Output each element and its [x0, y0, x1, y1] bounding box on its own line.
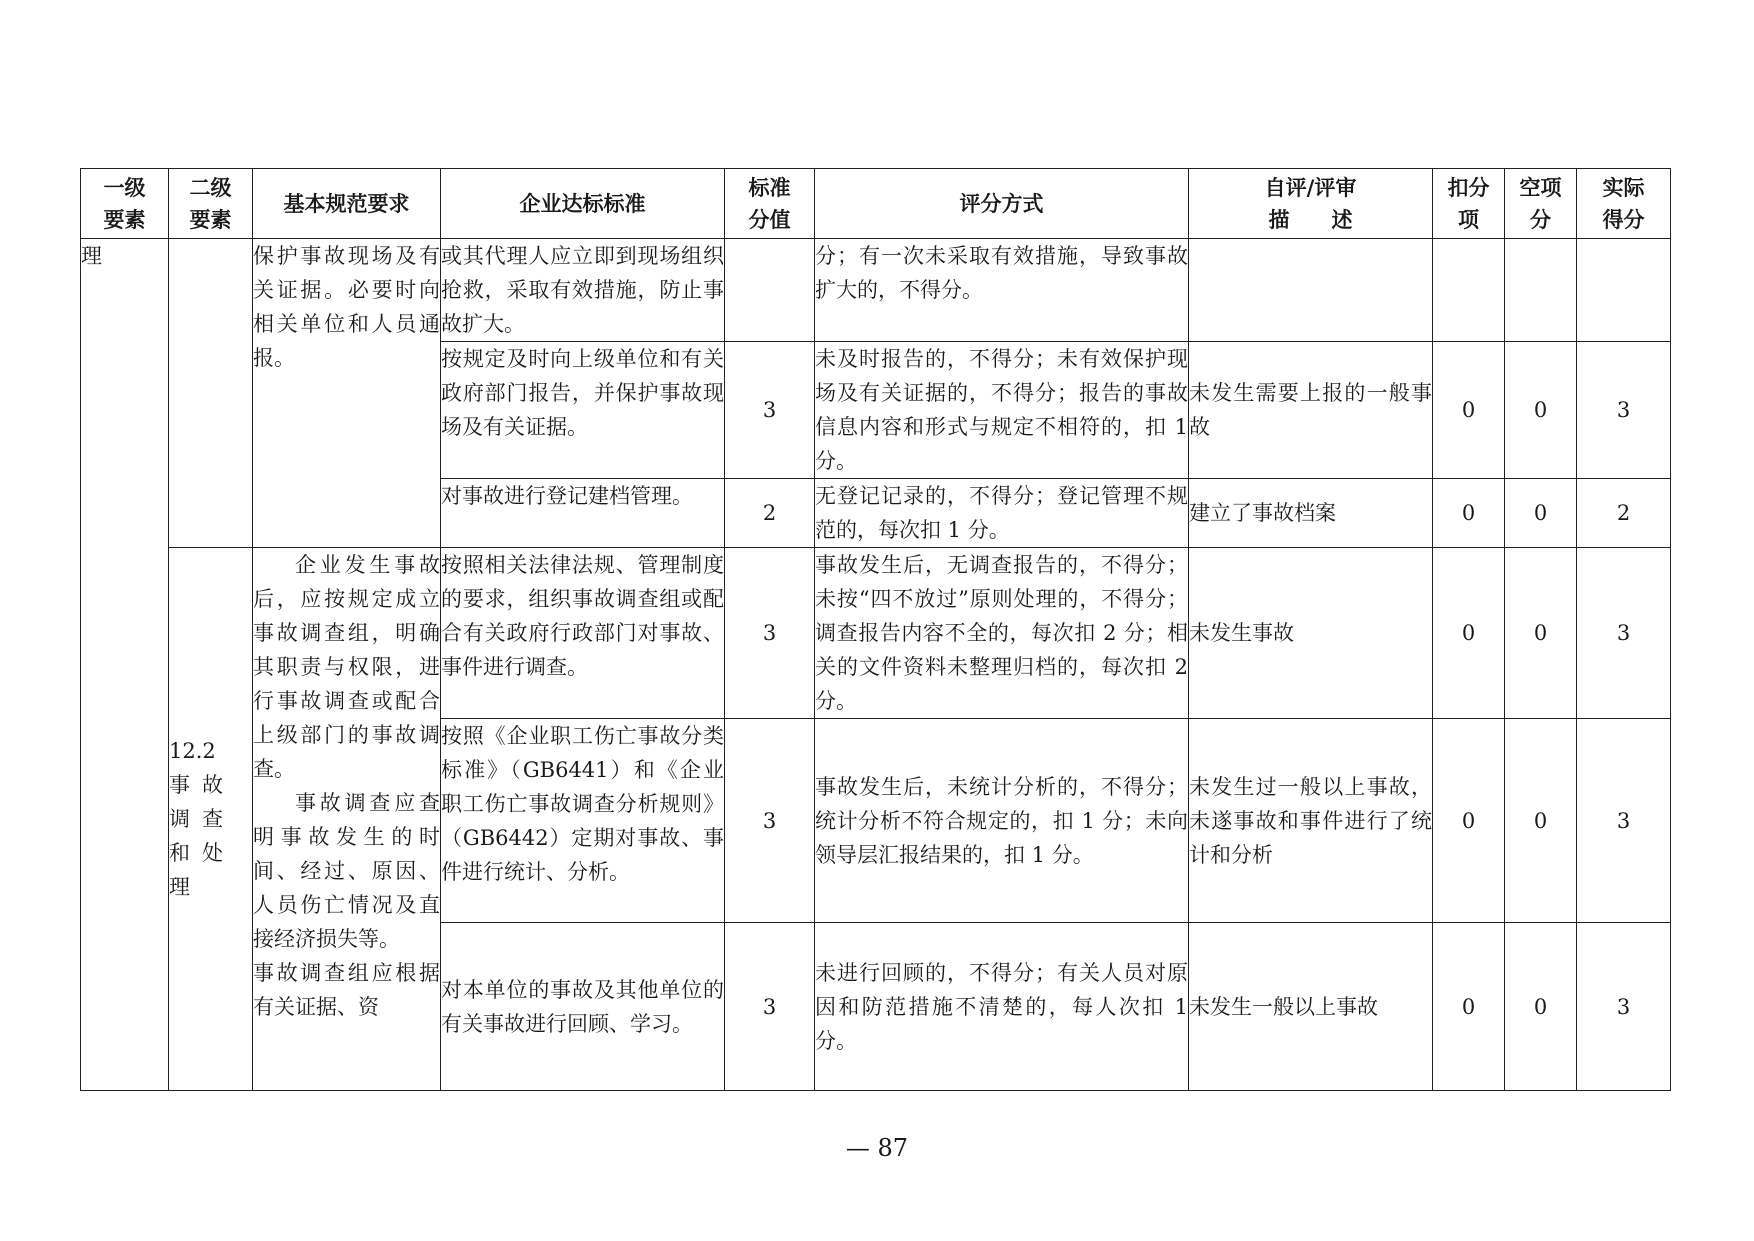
blank-cell	[1505, 239, 1577, 342]
method-cell: 未及时报告的，不得分；未有效保护现场及有关证据的，不得分；报告的事故信息内容和形式与规定不相符的，扣 1 分。	[815, 342, 1189, 479]
table-row	[81, 548, 1671, 719]
desc-cell: 未发生过一般以上事故，未遂事故和事件进行了统计和分析	[1189, 719, 1433, 923]
standard-cell: 按照《企业职工伤亡事故分类标准》（GB6441）和《企业职工伤亡事故调查分析规则》（GB6442）定期对事故、事件进行统计、分析。	[441, 719, 725, 923]
requirement-paragraph: 事故调查组应根据有关证据、资	[253, 961, 440, 1019]
score-cell: 3	[725, 548, 815, 719]
score-cell: 2	[725, 479, 815, 548]
requirement-paragraph: 企业发生事故后，应按规定成立事故调查组，明确其职责与权限，进行事故调查或配合上级部门的事故调查。	[253, 553, 440, 781]
header-standard-score: 标准 分值	[725, 169, 815, 239]
standard-cell: 或其代理人应立即到现场组织抢救，采取有效措施，防止事故扩大。	[441, 239, 725, 342]
level2-cell-accident-investigation: 12.2 事故调查和处理	[169, 548, 253, 1091]
blank-cell: 0	[1505, 548, 1577, 719]
desc-cell: 未发生需要上报的一般事故	[1189, 342, 1433, 479]
header-enterprise-standard: 企业达标标准	[441, 169, 725, 239]
blank-cell: 0	[1505, 342, 1577, 479]
actual-cell: 3	[1577, 719, 1671, 923]
method-cell: 事故发生后，无调查报告的，不得分；未按“四不放过”原则处理的，不得分；调查报告内容不全的，每次扣 2 分；相关的文件资料未整理归档的，每次扣 2 分。	[815, 548, 1189, 719]
header-level2: 二级 要素	[169, 169, 253, 239]
standard-cell: 按规定及时向上级单位和有关政府部门报告，并保护事故现场及有关证据。	[441, 342, 725, 479]
deduct-cell: 0	[1433, 548, 1505, 719]
blank-cell: 0	[1505, 719, 1577, 923]
desc-cell	[1189, 239, 1433, 342]
header-basic-requirement: 基本规范要求	[253, 169, 441, 239]
actual-cell: 3	[1577, 548, 1671, 719]
score-cell	[725, 239, 815, 342]
actual-cell: 3	[1577, 342, 1671, 479]
standard-cell: 按照相关法律法规、管理制度的要求，组织事故调查组或配合有关政府行政部门对事故、事件进行调查。	[441, 548, 725, 719]
standards-table	[80, 168, 1671, 1091]
desc-cell: 未发生一般以上事故	[1189, 923, 1433, 1091]
deduct-cell	[1433, 239, 1505, 342]
method-cell: 未进行回顾的，不得分；有关人员对原因和防范措施不清楚的，每人次扣 1 分。	[815, 923, 1189, 1091]
blank-cell: 0	[1505, 479, 1577, 548]
standard-cell: 对事故进行登记建档管理。	[441, 479, 725, 548]
requirement-paragraph: 事故调查应查明事故发生的时间、经过、原因、人员伤亡情况及直接经济损失等。	[253, 791, 440, 951]
header-deduction: 扣分 项	[1433, 169, 1505, 239]
method-cell: 事故发生后，未统计分析的，不得分；统计分析不符合规定的，扣 1 分；未向领导层汇报结果的，扣 1 分。	[815, 719, 1189, 923]
page-number: — 87	[845, 1134, 909, 1162]
desc-cell: 建立了事故档案	[1189, 479, 1433, 548]
requirement-cell-top: 保护事故现场及有关证据。必要时向相关单位和人员通报。	[253, 239, 441, 548]
method-cell: 分；有一次未采取有效措施，导致事故扩大的，不得分。	[815, 239, 1189, 342]
deduct-cell: 0	[1433, 342, 1505, 479]
deduct-cell: 0	[1433, 923, 1505, 1091]
header-blank-score: 空项 分	[1505, 169, 1577, 239]
header-actual-score: 实际 得分	[1577, 169, 1671, 239]
header-self-evaluation: 自评/评审 描 述	[1189, 169, 1433, 239]
score-cell: 3	[725, 342, 815, 479]
score-cell: 3	[725, 719, 815, 923]
actual-cell	[1577, 239, 1671, 342]
level1-cell: 理	[81, 239, 169, 1091]
deduct-cell: 0	[1433, 479, 1505, 548]
requirement-cell-investigation	[253, 548, 441, 1091]
score-cell: 3	[725, 923, 815, 1091]
desc-cell: 未发生事故	[1189, 548, 1433, 719]
actual-cell: 2	[1577, 479, 1671, 548]
level2-cell-prev	[169, 239, 253, 548]
blank-cell: 0	[1505, 923, 1577, 1091]
deduct-cell: 0	[1433, 719, 1505, 923]
method-cell: 无登记记录的，不得分；登记管理不规范的，每次扣 1 分。	[815, 479, 1189, 548]
header-scoring-method: 评分方式	[815, 169, 1189, 239]
actual-cell: 3	[1577, 923, 1671, 1091]
header-level1: 一级 要素	[81, 169, 169, 239]
standard-cell: 对本单位的事故及其他单位的有关事故进行回顾、学习。	[441, 923, 725, 1091]
header-row	[81, 169, 1671, 239]
table-row	[81, 239, 1671, 342]
